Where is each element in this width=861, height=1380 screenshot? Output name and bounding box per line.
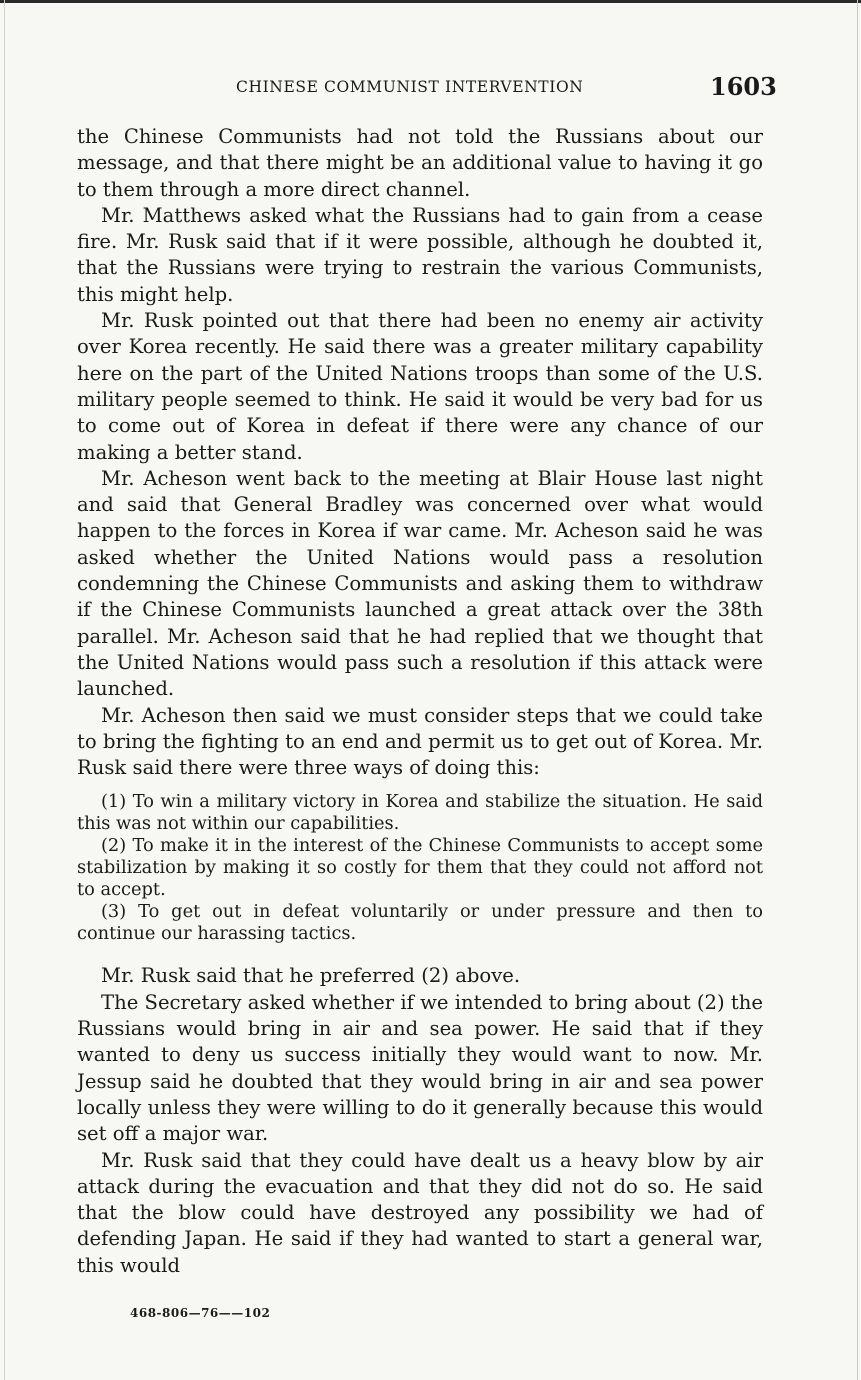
top-edge-rule	[0, 0, 861, 3]
list-item: (2) To make it in the interest of the Chinese Communists to accept some stabilization by making it so costly for them that they could not afford not to accept.	[77, 835, 763, 901]
page-body	[77, 124, 763, 1279]
list-item: (1) To win a military victory in Korea and stabilize the situation. He said this was not within our capabilities.	[77, 791, 763, 835]
print-code-footer: 468-806—76——102	[130, 1306, 271, 1320]
paragraph: Mr. Rusk said that he preferred (2) above.	[101, 964, 521, 988]
paragraph: Mr. Rusk pointed out that there had been no enemy air activity over Korea recently. He said there was a greater military capability here on the part of the United Nations troops than some of the U.S. military people seemed to think. He said it would be very bad for us to come out of Korea in defeat if there were any chance of our making a better stand.	[77, 309, 763, 464]
page-number: 1603	[710, 72, 777, 101]
options-list	[77, 791, 763, 945]
list-item: (3) To get out in defeat voluntarily or under pressure and then to continue our harassing tactics.	[77, 901, 763, 945]
paragraph: The Secretary asked whether if we intended to bring about (2) the Russians would bring in air and sea power. He said that if they wanted to deny us success initially they would want to now. Mr. Jessup said he doubted that they would bring in air and sea power locally unless they were willing to do it generally because this would set off a major war.	[77, 990, 763, 1146]
paragraph: Mr. Acheson went back to the meeting at Blair House last night and said that General Bradley was concerned over what would happen to the forces in Korea if war came. Mr. Acheson said he was asked whether the United Nations would pass a resolution condemning the Chinese Communists and asking them to withdraw if the Chinese Communists launched a great attack over the 38th parallel. Mr. Acheson said that he had replied that we thought that the United Nations would pass such a resolution if this attack were launched.	[77, 466, 763, 701]
paragraph: the Chinese Communists had not told the Russians about our message, and that there might be an additional value to having it go to them through a more direct channel.	[77, 125, 763, 201]
running-head: CHINESE COMMUNIST INTERVENTION	[236, 78, 584, 96]
left-page-edge	[4, 0, 5, 1380]
paragraph: Mr. Rusk said that they could have dealt us a heavy blow by air attack during the evacuation and that they did not do so. He said that the blow could have destroyed any possibility we had of defending Japan. He said if they had wanted to start a general war, this would	[77, 1148, 763, 1277]
right-page-edge	[857, 0, 858, 1380]
paragraph: Mr. Matthews asked what the Russians had to gain from a cease fire. Mr. Rusk said that if it were possible, although he doubted it, that the Russians were trying to restrain the various Communists, this might help.	[77, 203, 763, 306]
paragraph: Mr. Acheson then said we must consider steps that we could take to bring the fighting to an end and permit us to get out of Korea. Mr. Rusk said there were three ways of doing this:	[77, 703, 763, 780]
